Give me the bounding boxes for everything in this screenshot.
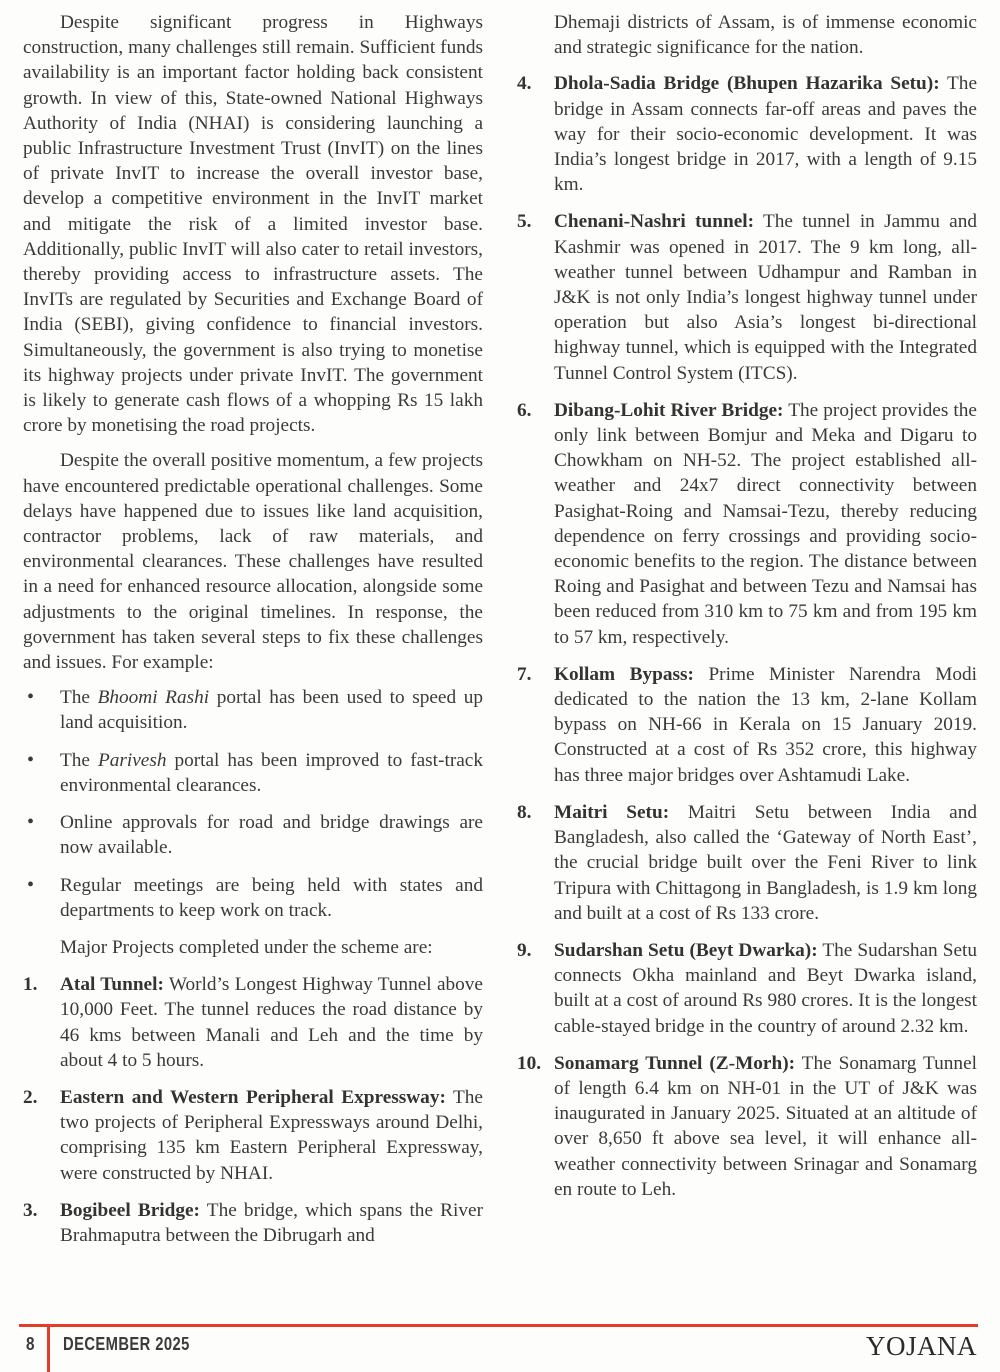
item-text — [60, 1198, 483, 1248]
item-text — [554, 662, 977, 788]
magazine-title: YOJANA — [866, 1331, 977, 1361]
item-number: 3. — [23, 1199, 38, 1221]
project-item — [517, 938, 977, 1039]
issue-date: DECEMBER 2025 — [63, 1334, 190, 1354]
footer-divider — [47, 1324, 50, 1372]
bullet-text — [60, 810, 483, 860]
project-list-left — [23, 972, 483, 1248]
bullet-text-pre: The — [60, 749, 98, 771]
project-item — [517, 209, 977, 385]
item-description: The Sonamarg Tunnel of length 6.4 km on NH-01 in the UT of J&K was inaugurated in January 2025. Situated at an altitude of over 8,650 ft above sea level, it will enhance all-weather connectivity between Srinagar and Sonamarg en route to Leh. — [554, 1052, 977, 1200]
bullet-text-post: portal has been used to speed up land acquisition. — [60, 687, 483, 734]
bullet-text-pre: The — [60, 687, 98, 709]
bullet-text — [60, 748, 483, 798]
bullet-item — [23, 748, 483, 798]
continuation-paragraph: Dhemaji districts of Assam, is of immense economic and strategic significance for the nation. — [554, 12, 977, 59]
project-item — [517, 662, 977, 788]
item-number: 10. — [517, 1052, 542, 1074]
item-text — [60, 1085, 483, 1186]
bullet-list — [23, 685, 483, 923]
bullet-text — [60, 685, 483, 735]
paragraph-invit: Despite significant progress in Highways construction, many challenges still remain. Sufficient funds availability is an important factor holding back consistent growth. In view of this, State-owned National Highways Authority of India (NHAI) is considering launching a public Infrastructure Investment Trust (InvIT) on the lines of private InvIT to increase the overall investor base, develop a competitive environment in the InvIT market and mitigate the risk of a limited investor base. Additionally, public InvIT will also cater to retail investors, thereby providing access to infrastructure assets. The InvITs are regulated by Securities and Exchange Board of India (SEBI), giving confidence to financial investors. Simultaneously, the government is also trying to monetise its highway projects under private InvIT. The government is likely to generate cash flows of a whopping Rs 15 lakh crore by monetising the road projects. — [23, 12, 483, 437]
item-title: Kollam Bypass: — [554, 663, 694, 685]
item-number: 1. — [23, 974, 38, 996]
item-description: The tunnel in Jammu and Kashmir was opened in 2017. The 9 km long, all-weather tunnel between Udhampur and Ramban in J&K is not only India’s longest highway tunnel under operation but also Asia’s longest bi-directional highway tunnel, which is equipped with the Integrated Tunnel Control System (ITCS). — [554, 211, 977, 384]
item-text — [554, 209, 977, 385]
item-number: 6. — [517, 399, 532, 421]
item-text — [60, 972, 483, 1073]
bullet-text-post: portal has been improved to fast-track environmental clearances. — [60, 749, 483, 796]
project-item — [517, 1051, 977, 1202]
left-column — [23, 10, 483, 1260]
item-text — [554, 938, 977, 1039]
item-description: Prime Minister Narendra Modi dedicated to the nation the 13 km, 2-lane Kollam bypass on NH-66 in Kerala on 15 January 2019. Constructed at a cost of Rs 352 crore, this highway has three major bridges over Ashtamudi Lake. — [554, 663, 977, 786]
item-title: Chenani-Nashri tunnel: — [554, 211, 755, 233]
bullet-icon — [23, 748, 60, 798]
bullet-icon — [23, 873, 60, 923]
item-text — [554, 800, 977, 926]
project-item — [517, 71, 977, 197]
item-number: 7. — [517, 663, 532, 685]
item-title: Bogibeel Bridge: — [60, 1199, 200, 1221]
item-description: The Sudarshan Setu connects Okha mainland and Beyt Dwarka island, built at a cost of around Rs 980 crores. It is the longest cable-stayed bridge in the country of around 2.32 km. — [554, 939, 977, 1037]
footer-rule — [19, 1324, 978, 1327]
bullet-icon — [23, 685, 60, 735]
bullet-text-pre: Online approvals for road and bridge drawings are now available. — [60, 812, 483, 859]
item-number: 8. — [517, 801, 532, 823]
paragraph-challenges: Despite the overall positive momentum, a few projects have encountered predictable operational challenges. Some delays have happened due to issues like land acquisition, contractor problems, lack of raw materials, and environmental clearances. These challenges have resulted in a need for enhanced resource allocation, alongside some adjustments to the original timelines. In response, the government has taken several steps to fix these challenges and issues. For example: — [23, 450, 483, 674]
project-item — [517, 800, 977, 926]
item-text — [554, 71, 977, 197]
item-description: Maitri Setu between India and Bangladesh, also called the ‘Gateway of North East’, the crucial bridge built over the Feni River to link Tripura with Chittagong in Bangladesh, is 1.9 km long and built at a cost of Rs 133 crore. — [554, 801, 977, 924]
project-item — [517, 398, 977, 650]
page-number: 8 — [26, 1334, 35, 1354]
project-item — [23, 1198, 483, 1248]
item-text — [554, 1051, 977, 1202]
item-title: Dhola-Sadia Bridge (Bhupen Hazarika Setu): — [554, 73, 940, 95]
item-title: Maitri Setu: — [554, 801, 670, 823]
item-number: 5. — [517, 211, 532, 233]
item-description: The bridge in Assam connects far-off areas and paves the way for their socio-economic development. It was India’s longest bridge in 2017, with a length of 9.15 km. — [554, 73, 978, 196]
project-item — [23, 972, 483, 1073]
bullet-icon — [23, 810, 60, 860]
item-description: The bridge, which spans the River Brahmaputra between the Dibrugarh and — [60, 1199, 483, 1246]
item-title: Dibang-Lohit River Bridge: — [554, 399, 784, 421]
item-title: Sonamarg Tunnel (Z-Morh): — [554, 1052, 796, 1074]
project-item — [23, 1085, 483, 1186]
item-title: Sudarshan Setu (Beyt Dwarka): — [554, 939, 818, 961]
bullet-item — [23, 685, 483, 735]
item-number: 2. — [23, 1086, 38, 1108]
item-description: World’s Longest Highway Tunnel above 10,000 Feet. The tunnel reduces the road distance by 46 kms between Manali and Leh and the time by about 4 to 5 hours. — [60, 974, 483, 1071]
item-description: The project provides the only link between Bomjur and Meka and Digaru to Chowkham on NH-52. The project established all-weather and 24x7 direct connectivity between Pasighat-Roing and Namsai-Tezu, thereby reducing dependence on ferry crossings and providing socio-economic benefits to the region. The distance between Roing and Pasighat and between Tezu and Namsai has been reduced from 310 km to 75 km and from 195 km to 57 km, respectively. — [554, 399, 977, 648]
item-title: Eastern and Western Peripheral Expressway: — [60, 1086, 446, 1108]
item-number: 4. — [517, 73, 532, 95]
right-column — [517, 10, 977, 1260]
bullet-text — [60, 873, 483, 923]
bullet-item — [23, 810, 483, 860]
item-text — [554, 398, 977, 650]
intro-line: Major Projects completed under the scheme are: — [60, 936, 433, 958]
bullet-text-italic: Parivesh — [97, 749, 167, 771]
item-title: Atal Tunnel: — [60, 974, 164, 996]
bullet-text-pre: Regular meetings are being held with states and departments to keep work on track. — [60, 874, 483, 921]
bullet-item — [23, 873, 483, 923]
project-list-right — [517, 71, 977, 1202]
body-columns — [23, 10, 977, 1260]
bullet-text-italic: Bhoomi Rashi — [97, 687, 210, 709]
item-description: The two projects of Peripheral Expressways around Delhi, comprising 135 km Eastern Peripheral Expressway, were constructed by NHAI. — [60, 1086, 483, 1184]
item-number: 9. — [517, 939, 532, 961]
